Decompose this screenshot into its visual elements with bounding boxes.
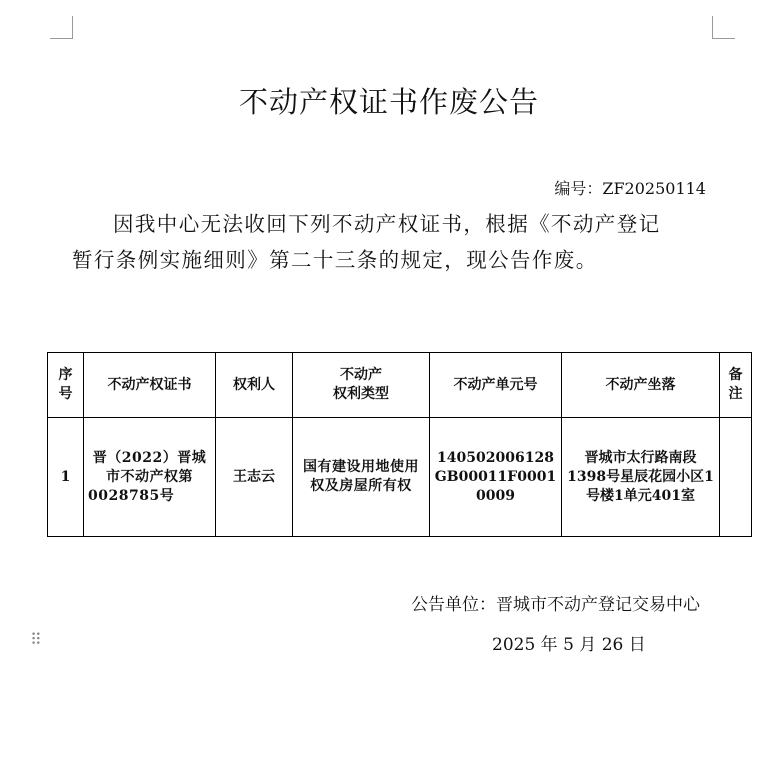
- cell-location: 晋城市太行路南段1398号星辰花园小区1号楼1单元401室: [562, 418, 720, 537]
- cell-certificate: 晋（2022）晋城市不动产权第0028785号: [84, 418, 216, 537]
- issuer-line: 公告单位：晋城市不动产登记交易中心: [411, 595, 700, 615]
- header-location: 不动产坐落: [562, 353, 720, 418]
- table-row: [48, 418, 752, 537]
- header-remark: 备 注: [720, 353, 752, 418]
- page-title: 不动产权证书作废公告: [238, 85, 539, 119]
- cell-right-type: 国有建设用地使用权及房屋所有权: [293, 418, 430, 537]
- cell-holder: 王志云: [216, 418, 293, 537]
- cell-seq: 1: [48, 418, 84, 537]
- paragraph-line-2: 暂行条例实施细则》第二十三条的规定，现公告作废。: [72, 248, 598, 272]
- header-right-type: 不动产 权利类型: [293, 353, 430, 418]
- header-certificate: 不动产权证书: [84, 353, 216, 418]
- cell-remark: [720, 418, 752, 537]
- certificate-table: [47, 352, 752, 537]
- page-corner-top-right: [712, 16, 735, 39]
- header-unit-no: 不动产单元号: [430, 353, 562, 418]
- document-number: 编号：ZF20250114: [554, 179, 706, 198]
- header-holder: 权利人: [216, 353, 293, 418]
- header-seq: 序 号: [48, 353, 84, 418]
- paragraph-line-1: 因我中心无法收回下列不动产权证书，根据《不动产登记: [113, 212, 661, 236]
- issue-date: 2025 年 5 月 26 日: [492, 635, 646, 655]
- page-corner-top-left: [50, 16, 73, 39]
- table-header-row: [48, 353, 752, 418]
- cell-unit-no: 140502006128GB00011F00010009: [430, 418, 562, 537]
- drag-handle-icon[interactable]: ⠿: [30, 630, 42, 649]
- notice-paragraph: [72, 206, 722, 278]
